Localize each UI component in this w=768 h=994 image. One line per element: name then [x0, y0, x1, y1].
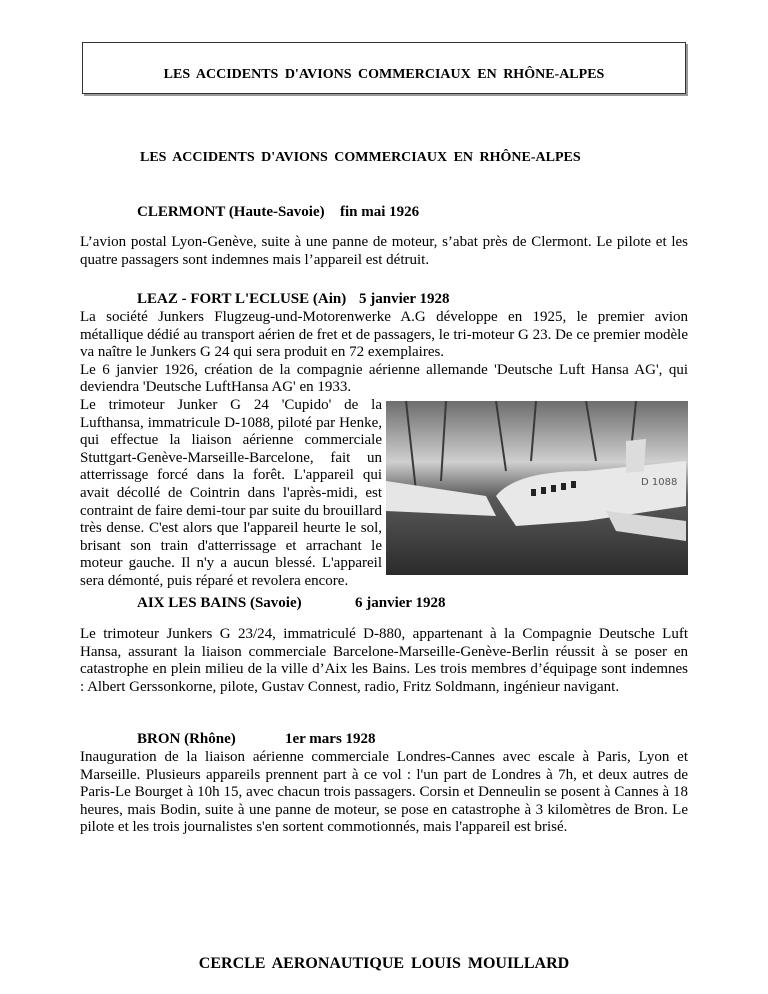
section-heading: [80, 291, 688, 309]
footer: CERCLE AERONAUTIQUE LOUIS MOUILLARD: [198, 955, 570, 972]
paragraph: L’avion postal Lyon-Genève, suite à une panne de moteur, s’abat près de Clermont. Le pilote et les quatre passagers sont indemnes mais l’appareil est détruit.: [80, 234, 688, 268]
section-place: BRON (Rhône): [137, 731, 236, 747]
section-date: 5 janvier 1928: [359, 291, 450, 307]
section-date: fin mai 1926: [340, 204, 420, 220]
section-leaz: [80, 291, 688, 591]
section-place: LEAZ - FORT L'ECLUSE (Ain): [137, 291, 347, 307]
photo-registration: D 1088: [641, 476, 678, 488]
section-aix: [80, 595, 688, 696]
paragraph: Le 6 janvier 1926, création de la compagnie aérienne allemande 'Deutsche Luft Hansa AG', qui deviendra 'Deutsche LuftHansa AG' en 1933.: [80, 361, 688, 396]
page-title: LES ACCIDENTS D'AVIONS COMMERCIAUX EN RHÔNE-ALPES: [140, 150, 581, 165]
crash-photo: [386, 401, 688, 575]
section-date: 6 janvier 1928: [355, 595, 446, 611]
paragraph: Le trimoteur Junker G 24 'Cupido' de la Lufthansa, immatricule D-1088, piloté par Henke, qui effectue la liaison aérienne commerciale Stuttgart-Genève-Marseille-Barcelone, fait un atterrissage forcé dans la forêt. L'appareil qui avait décollé de Cointrin dans l'après-midi, est contraint de faire demi-tour par suite du brouillard très dense. C'est alors que l'appareil heurte le sol, brisant son train d'atterrissage et arrachant le moteur gauche. Il n'y a aucun blessé. L'appareil sera démonté, puis réparé et revolera encore.: [80, 396, 382, 589]
section-place: CLERMONT (Haute-Savoie): [137, 204, 325, 220]
paragraph: Inauguration de la liaison aérienne commerciale Londres-Cannes avec escale à Paris, Lyon et Marseille. Plusieurs appareils prennent part à ce vol : l'un part de Londres à 7h, et deux autres de Paris-Le Bourget à 10h 15, avec chacun trois passagers. Corsin et Denneulin se posent à Cannes à 18 heures, mais Bodin, suite à une panne de moteur, se pose en catastrophe à 3 kilomètres de Bron. Le pilote et les trois journalistes s'en sortent commotionnés, mais l'appareil est brisé.: [80, 749, 688, 836]
section-clermont: [80, 204, 688, 269]
section-bron: [80, 731, 688, 837]
section-heading: [80, 731, 688, 749]
header-box: [82, 42, 686, 94]
section-place: AIX LES BAINS (Savoie): [137, 595, 302, 611]
paragraph: Le trimoteur Junkers G 23/24, immatriculé D-880, appartenant à la Compagnie Deutsche Luft Hansa, assurant la liaison commerciale Barcelone-Marseille-Genève-Berlin réussit à se poser en catastrophe en plein milieu de la ville d’Aix les Bains. Les trois membres d’équipage sont indemnes : Albert Gerssonkorne, pilote, Gustav Connest, radio, Fritz Soldmann, ingénieur navigant.: [80, 626, 688, 695]
section-date: 1er mars 1928: [285, 731, 376, 747]
header-title: LES ACCIDENTS D'AVIONS COMMERCIAUX EN RHÔNE-ALPES: [163, 67, 605, 82]
section-heading: [80, 204, 688, 222]
section-heading: [80, 595, 688, 613]
paragraph: La société Junkers Flugzeug-und-Motorenwerke A.G développe en 1925, le premier avion métallique dédié au transport aérien de fret et de passagers, le tri-moteur G 23. De ce premier modèle va naître le Junkers G 24 qui sera produit en 72 exemplaires.: [80, 309, 688, 361]
